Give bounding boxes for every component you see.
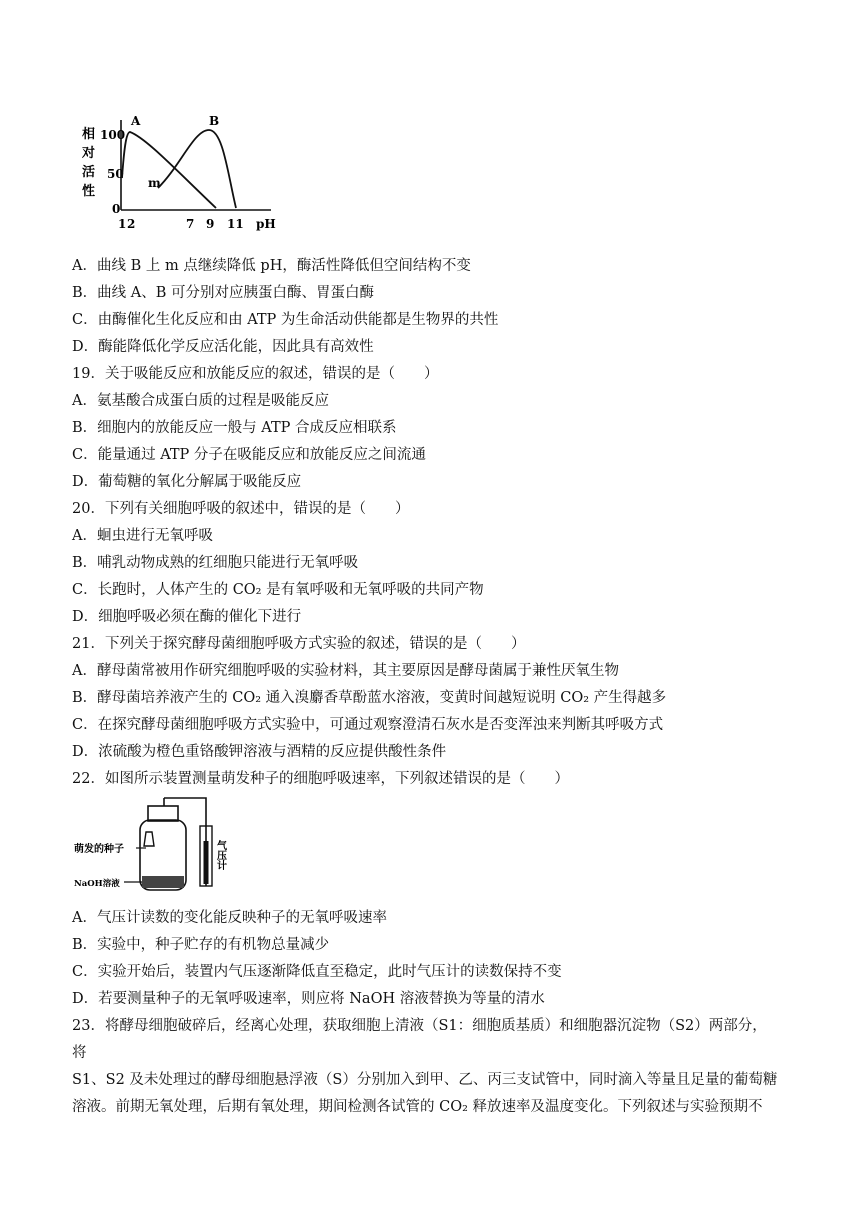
q23-line-1: 23．将酵母细胞破碎后，经离心处理，获取细胞上清液（S1：细胞质基质）和细胞器沉淀物（S2）两部分， xyxy=(72,1018,767,1034)
ylabel-char-3: 活 xyxy=(82,165,96,180)
q21-stem: 21．下列关于探究酵母菌细胞呼吸方式实验的叙述，错误的是（ ） xyxy=(72,636,526,652)
respiration-apparatus-figure xyxy=(74,796,244,896)
q20-option-a: A．蛔虫进行无氧呼吸 xyxy=(72,528,213,544)
q22-option-b: B．实验中，种子贮存的有机物总量减少 xyxy=(72,937,330,953)
q19-stem: 19．关于吸能反应和放能反应的叙述，错误的是（ ） xyxy=(72,366,439,382)
seed-basket xyxy=(144,832,154,846)
x-tick-1: 1 xyxy=(118,217,127,231)
y-tick-50: 50 xyxy=(107,167,124,181)
x-tick-11: 11 xyxy=(227,217,244,231)
q21-option-a: A．酵母菌常被用作研究细胞呼吸的实验材料，其主要原因是酵母菌属于兼性厌氧生物 xyxy=(72,663,619,679)
curve-a-label: A xyxy=(131,114,141,128)
q22-option-d: D．若要测量种子的无氧呼吸速率，则应将 NaOH 溶液替换为等量的清水 xyxy=(72,991,545,1007)
q21-option-c: C．在探究酵母菌细胞呼吸方式实验中，可通过观察澄清石灰水是否变浑浊来判断其呼吸方式 xyxy=(72,717,664,733)
ylabel-char-1: 相 xyxy=(82,127,96,142)
seeds-label: 萌发的种子 xyxy=(74,844,124,855)
y-tick-0: 0 xyxy=(112,202,121,216)
q21-option-d: D．浓硫酸为橙色重铬酸钾溶液与酒精的反应提供酸性条件 xyxy=(72,744,447,760)
q19-option-a: A．氨基酸合成蛋白质的过程是吸能反应 xyxy=(72,393,329,409)
q23-line-4: 溶液。前期无氧处理，后期有氧处理，期间检测各试管的 CO₂ 释放速率及温度变化。下列叙述与实验预期不 xyxy=(72,1099,763,1115)
ylabel-char-2: 对 xyxy=(82,146,96,161)
stopper xyxy=(148,806,178,821)
curve-b-label: B xyxy=(209,114,220,128)
x-tick-2: 2 xyxy=(127,217,136,231)
naoh-solution xyxy=(142,876,184,888)
q23-line-3: S1、S2 及未处理过的酵母细胞悬浮液（S）分别加入到甲、乙、丙三支试管中，同时滴入等量且足量的葡萄糖 xyxy=(72,1072,778,1088)
q21-option-b: B．酵母菌培养液产生的 CO₂ 通入溴麝香草酚蓝水溶液，变黄时间越短说明 CO₂ 产生得越多 xyxy=(72,690,667,706)
curve-a xyxy=(122,132,216,208)
q20-option-c: C．长跑时，人体产生的 CO₂ 是有氧呼吸和无氧呼吸的共同产物 xyxy=(72,582,484,598)
q19-option-d: D．葡萄糖的氧化分解属于吸能反应 xyxy=(72,474,302,490)
q22-option-a: A．气压计读数的变化能反映种子的无氧呼吸速率 xyxy=(72,910,387,926)
naoh-label: NaOH溶液 xyxy=(74,879,120,889)
x-tick-7: 7 xyxy=(186,217,195,231)
q19-option-c: C．能量通过 ATP 分子在吸能反应和放能反应之间流通 xyxy=(72,447,426,463)
q22-stem: 22．如图所示装置测量萌发种子的细胞呼吸速率，下列叙述错误的是（ ） xyxy=(72,771,569,787)
q22-option-c: C．实验开始后，装置内气压逐渐降低直至稳定，此时气压计的读数保持不变 xyxy=(72,964,562,980)
q18-option-c: C．由酶催化生化反应和由 ATP 为生命活动供能都是生物界的共性 xyxy=(72,312,499,328)
x-unit: pH xyxy=(256,217,276,231)
curve-b xyxy=(158,130,236,208)
q20-option-b: B．哺乳动物成熟的红细胞只能进行无氧呼吸 xyxy=(72,555,359,571)
q18-option-b: B．曲线 A、B 可分别对应胰蛋白酶、胃蛋白酶 xyxy=(72,285,374,301)
q19-option-b: B．细胞内的放能反应一般与 ATP 合成反应相联系 xyxy=(72,420,397,436)
q18-option-a: A．曲线 B 上 m 点继续降低 pH，酶活性降低但空间结构不变 xyxy=(72,258,471,274)
q18-option-d: D．酶能降低化学反应活化能，因此具有高效性 xyxy=(72,339,374,355)
y-tick-100: 100 xyxy=(100,128,126,142)
x-tick-9: 9 xyxy=(206,217,215,231)
point-m-label: m xyxy=(148,176,161,190)
gauge-label: 气压计 xyxy=(214,840,226,870)
ylabel-char-4: 性 xyxy=(82,184,96,199)
q23-line-2: 将 xyxy=(72,1045,87,1061)
q20-stem: 20．下列有关细胞呼吸的叙述中，错误的是（ ） xyxy=(72,501,410,517)
q20-option-d: D．细胞呼吸必须在酶的催化下进行 xyxy=(72,609,302,625)
enzyme-activity-figure xyxy=(76,110,276,240)
